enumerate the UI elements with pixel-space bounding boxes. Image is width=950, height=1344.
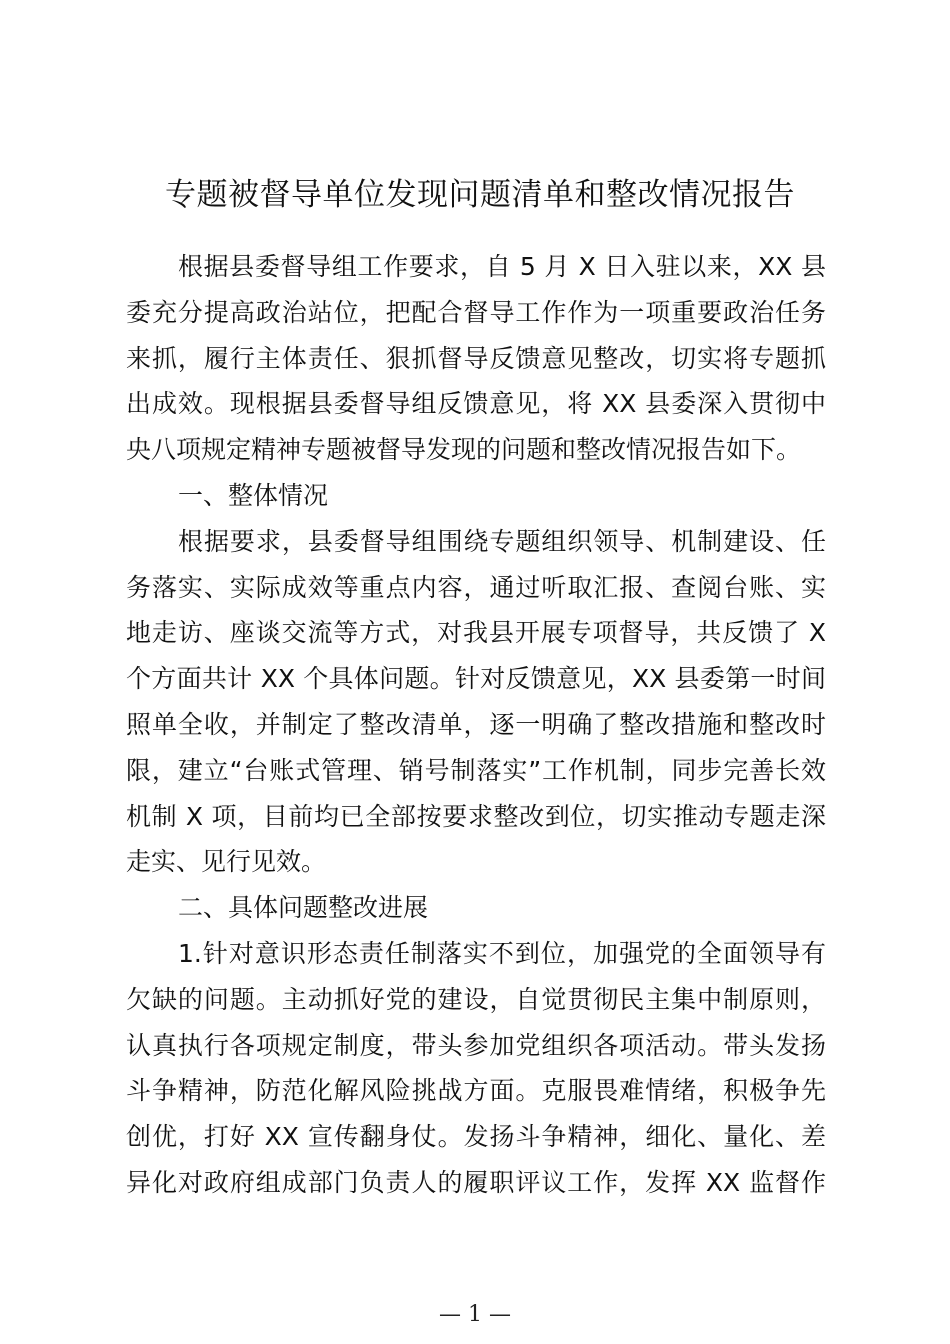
text-line: 欠缺的问题。主动抓好党的建设，自觉贯彻民主集中制原则，: [126, 984, 826, 1014]
text-line: 地走访、座谈交流等方式，对我县开展专项督导，共反馈了 X: [126, 618, 826, 648]
text-line: 照单全收，并制定了整改清单，逐一明确了整改措施和整改时: [126, 709, 826, 739]
text-line: 1.针对意识形态责任制落实不到位，加强党的全面领导有: [178, 938, 826, 968]
text-line: 一、整体情况: [178, 480, 329, 510]
text-line: 央八项规定精神专题被督导发现的问题和整改情况报告如下。: [126, 435, 802, 465]
text-line: 异化对政府组成部门负责人的履职评议工作，发挥 XX 监督作: [126, 1167, 826, 1197]
text-line: 出成效。现根据县委督导组反馈意见，将 XX 县委深入贯彻中: [126, 389, 826, 419]
text-line: 根据县委督导组工作要求，自 5 月 X 日入驻以来，XX 县: [178, 252, 826, 281]
document-body: [126, 244, 826, 1206]
text-line: 限，建立“台账式管理、销号制落实”工作机制，同步完善长效: [126, 755, 826, 785]
page-number: — 1 —: [439, 1302, 511, 1327]
text-line: 务落实、实际成效等重点内容，通过听取汇报、查阅台账、实: [126, 572, 826, 602]
text-line: 创优，打好 XX 宣传翻身仗。发扬斗争精神，细化、量化、差: [126, 1122, 826, 1152]
text-line: 个方面共计 XX 个具体问题。针对反馈意见，XX 县委第一时间: [126, 664, 826, 694]
document-title: 专题被督导单位发现问题清单和整改情况报告: [165, 177, 795, 213]
text-line: 斗争精神，防范化解风险挑战方面。克服畏难情绪，积极争先: [126, 1076, 826, 1106]
text-line: 认真执行各项规定制度，带头参加党组织各项活动。带头发扬: [126, 1030, 826, 1060]
text-line: 二、具体问题整改进展: [178, 893, 429, 923]
text-line: 来抓，履行主体责任、狠抓督导反馈意见整改，切实将专题抓: [126, 343, 826, 373]
text-line: 走实、见行见效。: [126, 847, 327, 877]
text-line: 委充分提高政治站位，把配合督导工作作为一项重要政治任务: [126, 297, 826, 327]
text-line: 根据要求，县委督导组围绕专题组织领导、机制建设、任: [178, 526, 826, 556]
text-line: 机制 X 项，目前均已全部按要求整改到位，切实推动专题走深: [126, 801, 826, 831]
